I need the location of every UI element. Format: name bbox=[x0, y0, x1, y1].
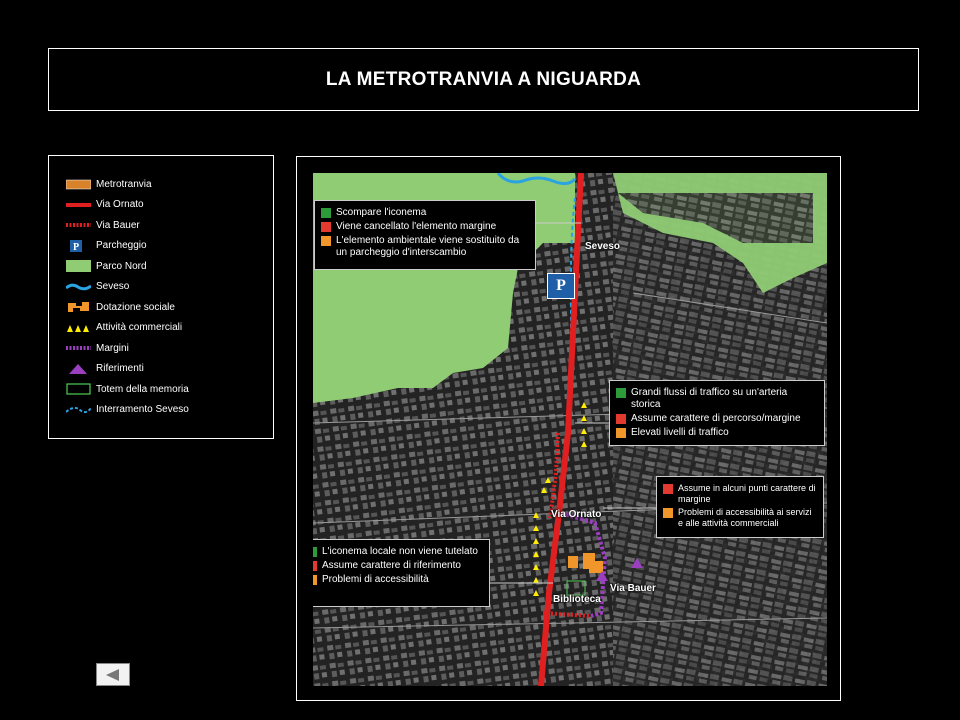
legend bbox=[48, 155, 274, 439]
label-biblioteca: Biblioteca bbox=[553, 594, 601, 605]
callout-row bbox=[663, 483, 817, 505]
legend-item-seveso bbox=[66, 277, 273, 298]
legend-item-attivita-commerciali bbox=[66, 318, 273, 339]
legend-item-parcheggio bbox=[66, 236, 273, 257]
legend-label: Dotazione sociale bbox=[96, 301, 175, 313]
title-box bbox=[48, 48, 919, 111]
legend-item-riferimenti bbox=[66, 359, 273, 380]
orange-square-icon bbox=[616, 428, 626, 438]
parking-glyph: P bbox=[556, 277, 566, 294]
callout-seveso bbox=[314, 200, 536, 270]
callout-row bbox=[313, 574, 483, 586]
map-frame bbox=[296, 156, 841, 701]
metrotranvia-swatch bbox=[66, 177, 91, 191]
seveso-swatch bbox=[66, 280, 91, 294]
callout-row bbox=[663, 507, 817, 529]
red-square-icon bbox=[616, 414, 626, 424]
callout-row bbox=[616, 387, 818, 411]
callout-text: Scompare l'iconema bbox=[336, 207, 427, 218]
callout-biblioteca bbox=[313, 539, 490, 607]
legend-item-interramento-seveso bbox=[66, 400, 273, 421]
green-square-icon bbox=[321, 208, 331, 218]
back-arrow-icon bbox=[103, 668, 123, 682]
dotazione-sociale bbox=[568, 556, 578, 568]
back-button[interactable] bbox=[96, 663, 130, 686]
dotazione-sociale-swatch bbox=[66, 300, 91, 314]
legend-item-margini bbox=[66, 338, 273, 359]
legend-label: Totem della memoria bbox=[96, 383, 189, 395]
callout-row bbox=[616, 413, 818, 425]
riferimenti-swatch bbox=[66, 362, 91, 376]
callout-text: Elevati livelli di traffico bbox=[631, 427, 729, 438]
callout-row bbox=[616, 427, 818, 439]
legend-item-via-bauer bbox=[66, 215, 273, 236]
callout-text: Problemi di accessibilità bbox=[322, 574, 429, 585]
parking-icon bbox=[66, 239, 91, 253]
margini-swatch bbox=[66, 341, 91, 355]
totem-swatch bbox=[66, 382, 91, 396]
svg-text:P: P bbox=[72, 241, 80, 253]
red-square-icon bbox=[321, 222, 331, 232]
callout-text: Grandi flussi di traffico su un'arteria storica bbox=[631, 387, 788, 410]
legend-item-parco-nord bbox=[66, 256, 273, 277]
callout-row bbox=[321, 221, 529, 233]
label-via-ornato: Via Ornato bbox=[551, 509, 602, 520]
legend-label: Attività commerciali bbox=[96, 322, 183, 334]
callout-metrotranvia bbox=[609, 380, 825, 446]
legend-label: Via Bauer bbox=[96, 219, 140, 231]
callout-via-bauer bbox=[656, 476, 824, 538]
red-square-icon bbox=[313, 561, 317, 571]
callout-text: L'elemento ambientale viene sostituito da un parcheggio d'interscambio bbox=[336, 235, 520, 258]
green-square-icon bbox=[616, 388, 626, 398]
map bbox=[313, 173, 827, 686]
legend-label: Riferimenti bbox=[96, 363, 144, 375]
callout-text: Assume carattere di percorso/margine bbox=[631, 413, 801, 424]
legend-label: Metrotranvia bbox=[96, 178, 152, 190]
callout-text: Problemi di accessibilità ai servizi e alle attività commerciali bbox=[678, 507, 812, 528]
via-ornato-swatch bbox=[66, 198, 91, 212]
via-bauer-swatch bbox=[66, 218, 91, 232]
interramento-swatch bbox=[66, 403, 91, 417]
label-via-bauer: Via Bauer bbox=[610, 583, 656, 594]
attivita-commerciali-swatch bbox=[66, 321, 91, 335]
callout-row bbox=[321, 235, 529, 259]
parking-sign bbox=[547, 273, 575, 299]
legend-label: Interramento Seveso bbox=[96, 404, 189, 416]
callout-text: Viene cancellato l'elemento margine bbox=[336, 221, 497, 232]
callout-text: L'iconema locale non viene tutelato bbox=[322, 546, 478, 557]
callout-row bbox=[313, 546, 483, 558]
legend-label: Seveso bbox=[96, 281, 130, 293]
legend-item-dotazione-sociale bbox=[66, 297, 273, 318]
legend-item-totem bbox=[66, 379, 273, 400]
orange-square-icon bbox=[321, 236, 331, 246]
callout-row bbox=[313, 560, 483, 572]
callout-text: Assume carattere di riferimento bbox=[322, 560, 461, 571]
red-square-icon bbox=[663, 484, 673, 494]
parco-nord-swatch bbox=[66, 259, 91, 273]
orange-square-icon bbox=[663, 508, 673, 518]
label-seveso: Seveso bbox=[585, 241, 621, 252]
legend-item-via-ornato bbox=[66, 195, 273, 216]
green-square-icon bbox=[313, 547, 317, 557]
legend-label: Parco Nord bbox=[96, 260, 147, 272]
orange-square-icon bbox=[313, 575, 317, 585]
legend-item-metrotranvia bbox=[66, 174, 273, 195]
callout-text: Assume in alcuni punti carattere di margine bbox=[678, 483, 816, 504]
page-title: LA METROTRANVIA A NIGUARDA bbox=[325, 68, 642, 90]
legend-label: Via Ornato bbox=[96, 199, 144, 211]
legend-label: Parcheggio bbox=[96, 240, 147, 252]
legend-label: Margini bbox=[96, 342, 129, 354]
callout-row bbox=[321, 207, 529, 219]
